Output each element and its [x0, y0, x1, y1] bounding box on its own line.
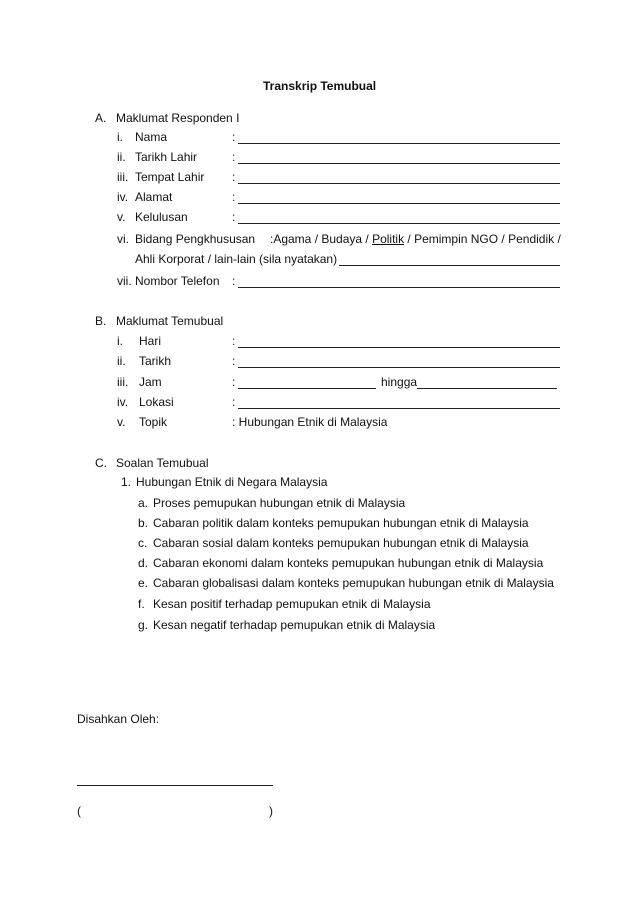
question-text: Cabaran ekonomi dalam konteks pemupukan hubungan etnik di Malaysia — [153, 556, 544, 570]
nama-field[interactable] — [238, 143, 560, 144]
a-item-num: ii. — [117, 150, 126, 164]
b-item-num: iii. — [117, 375, 129, 389]
section-b-heading: Maklumat Temubual — [116, 314, 224, 328]
telefon-field[interactable] — [238, 287, 560, 288]
a-item-colon: : — [232, 190, 236, 204]
a-item-num: iv. — [117, 190, 129, 204]
a-item-colon: : — [232, 170, 236, 184]
a-item-label: Tempat Lahir — [135, 170, 205, 184]
a-item-num: v. — [117, 210, 126, 224]
question-letter: c. — [138, 536, 148, 550]
question-letter: a. — [138, 496, 149, 510]
question-letter: g. — [138, 618, 149, 632]
a-item-num: i. — [117, 130, 123, 144]
b-item-num: iv. — [117, 395, 129, 409]
bidang-line2: Ahli Korporat / lain-lain (sila nyatakan) — [135, 252, 338, 266]
b-item-colon: : — [232, 395, 236, 409]
close-paren: ) — [269, 804, 273, 818]
lain-lain-field[interactable] — [339, 265, 560, 266]
b-item-label: Hari — [139, 334, 162, 348]
bidang-options — [270, 232, 561, 246]
bidang-options-before: :Agama / Budaya / — [270, 232, 373, 246]
b-item-num: i. — [117, 334, 123, 348]
b-item-label: Jam — [139, 375, 162, 389]
jam-mula-field[interactable] — [238, 388, 376, 389]
section-b-label: B. — [95, 314, 107, 328]
question-letter: b. — [138, 516, 149, 530]
open-paren: ( — [77, 804, 81, 818]
question-letter: e. — [138, 576, 149, 590]
question-text: Cabaran globalisasi dalam konteks pemupukan hubungan etnik di Malaysia — [153, 576, 554, 590]
b-item-label: Tarikh — [139, 354, 172, 368]
a-item-num: iii. — [117, 170, 129, 184]
section-c-label: C. — [95, 456, 107, 470]
question-letter: f. — [138, 597, 145, 611]
b-item-colon: : — [232, 375, 236, 389]
a-item-colon: : — [232, 130, 236, 144]
jam-tamat-field[interactable] — [417, 388, 557, 389]
section-c-heading: Soalan Temubual — [116, 456, 209, 470]
hingga-label: hingga — [381, 375, 418, 389]
a-item-colon: : — [232, 150, 236, 164]
a-item-colon: : — [232, 274, 236, 288]
topik-value: : Hubungan Etnik di Malaysia — [232, 415, 388, 429]
question-text: Cabaran sosial dalam konteks pemupukan hubungan etnik di Malaysia — [153, 536, 529, 550]
document-title: Transkrip Temubual — [263, 79, 377, 93]
question-text: Kesan positif terhadap pemupukan etnik di Malaysia — [153, 597, 431, 611]
tarikh-field[interactable] — [238, 367, 560, 368]
section-a-label: A. — [95, 111, 107, 125]
b-item-label: Topik — [139, 415, 168, 429]
tarikh-lahir-field[interactable] — [238, 163, 560, 164]
a-item-num: vii. — [117, 274, 132, 288]
a-item-num: vi. — [117, 232, 129, 246]
hari-field[interactable] — [238, 347, 560, 348]
a-item-label: Kelulusan — [135, 210, 188, 224]
b-item-num: ii. — [117, 354, 126, 368]
section-a-heading: Maklumat Responden I — [116, 111, 240, 125]
alamat-field[interactable] — [238, 203, 560, 204]
kelulusan-field[interactable] — [238, 223, 560, 224]
b-item-label: Lokasi — [139, 395, 174, 409]
question-text: Cabaran politik dalam konteks pemupukan hubungan etnik di Malaysia — [153, 516, 529, 530]
b-item-colon: : — [232, 334, 236, 348]
b-item-colon: : — [232, 354, 236, 368]
bidang-label: Bidang Pengkhususan — [135, 232, 256, 246]
a-item-label: Nama — [135, 130, 168, 144]
disahkan-label: Disahkan Oleh: — [77, 712, 160, 726]
b-item-num: v. — [117, 415, 126, 429]
telefon-label: Nombor Telefon — [135, 274, 220, 288]
a-item-colon: : — [232, 210, 236, 224]
signature-line[interactable] — [77, 785, 273, 786]
a-item-label: Alamat — [135, 190, 173, 204]
question-text: Kesan negatif terhadap pemupukan etnik di Malaysia — [153, 618, 436, 632]
bidang-options-after: / Pemimpin NGO / Pendidik / — [404, 232, 561, 246]
question-text: Proses pemupukan hubungan etnik di Malaysia — [153, 496, 406, 510]
question-letter: d. — [138, 556, 149, 570]
topic-num: 1. — [121, 475, 132, 489]
tempat-lahir-field[interactable] — [238, 183, 560, 184]
bidang-option-selected[interactable]: Politik — [372, 232, 405, 246]
a-item-label: Tarikh Lahir — [135, 150, 198, 164]
lokasi-field[interactable] — [238, 408, 560, 409]
topic-text: Hubungan Etnik di Negara Malaysia — [136, 475, 328, 489]
